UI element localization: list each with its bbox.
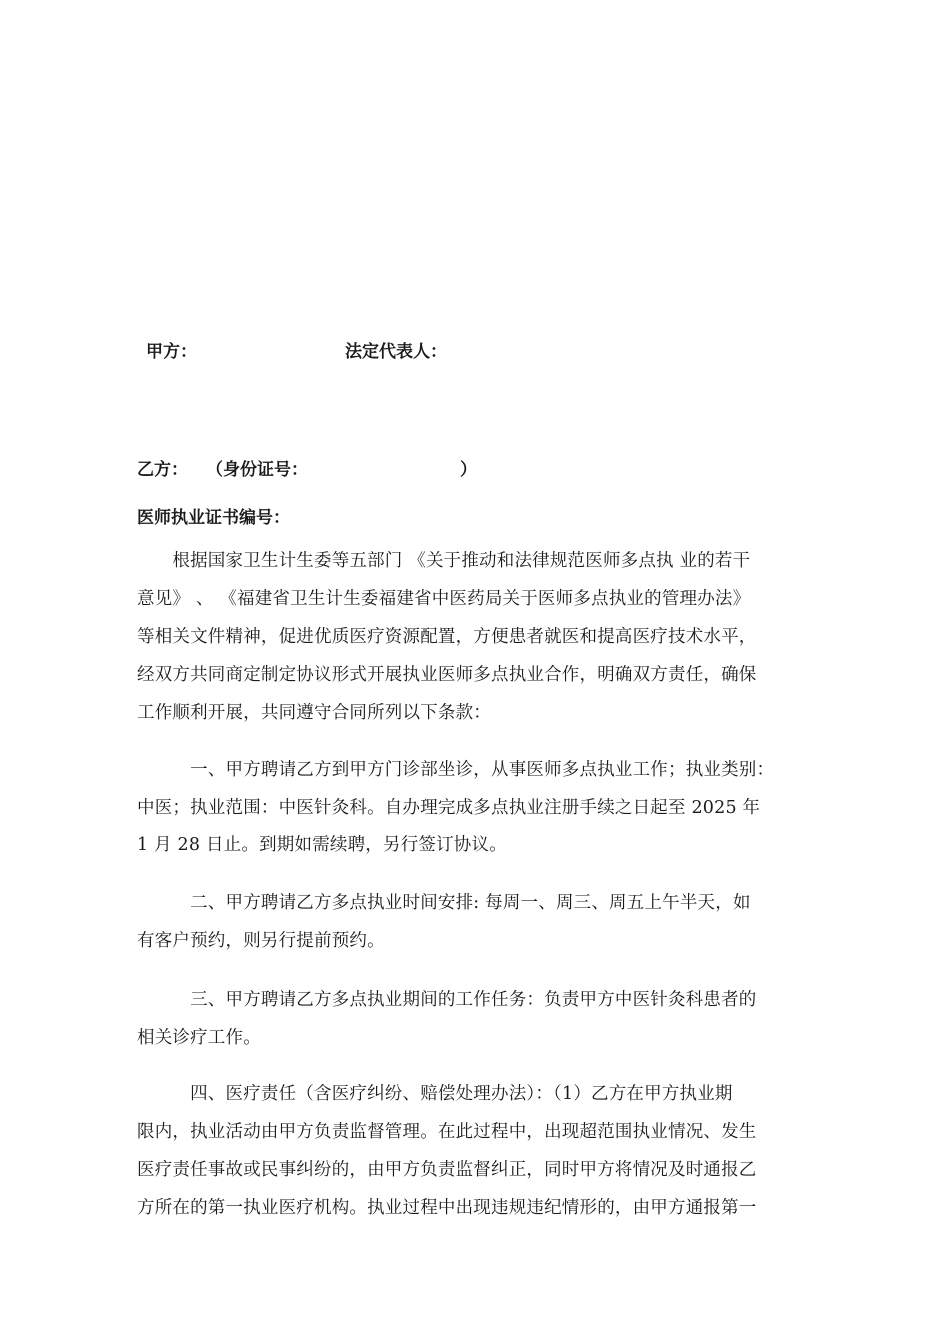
- license-number-label: 医师执业证书编号：: [137, 508, 290, 528]
- party-a-label: 甲方：: [146, 342, 197, 362]
- legal-representative-label: 法定代表人：: [345, 342, 447, 362]
- intro-line: 工作顺利开展，共同遵守合同所列以下条款：: [137, 703, 491, 723]
- intro-line: 根据国家卫生计生委等五部门 《关于推动和法律规范医师多点执 业的若干: [137, 551, 751, 571]
- intro-line: 意见》 、 《福建省卫生计生委福建省中医药局关于医师多点执业的管理办法》: [137, 589, 751, 609]
- id-number-close-paren: ）: [460, 460, 477, 480]
- clause-3-line: 相关诊疗工作。: [137, 1028, 261, 1048]
- clause-2-line: 有客户预约，则另行提前预约。: [137, 931, 385, 951]
- clause-4-line: 医疗责任事故或民事纠纷的，由甲方负责监督纠正，同时甲方将情况及时通报乙: [137, 1160, 757, 1180]
- clause-4-line: 限内，执业活动由甲方负责监督管理。在此过程中，出现超范围执业情况、发生: [137, 1122, 757, 1142]
- clause-1-line: 1 月 28 日止。到期如需续聘，另行签订协议。: [137, 835, 507, 855]
- intro-line: 等相关文件精神，促进优质医疗资源配置，方便患者就医和提高医疗技术水平，: [137, 627, 757, 647]
- clause-3-line: 三、甲方聘请乙方多点执业期间的工作任务：负责甲方中医针灸科患者的: [137, 990, 757, 1010]
- intro-line: 经双方共同商定制定协议形式开展执业医师多点执业合作，明确双方责任，确保: [137, 665, 757, 685]
- id-number-label: （身份证号：: [206, 460, 308, 480]
- party-b-label: 乙方：: [137, 460, 188, 480]
- clause-1-line: 一、甲方聘请乙方到甲方门诊部坐诊，从事医师多点执业工作；执业类别：: [137, 760, 775, 780]
- clause-1-line: 中医；执业范围：中医针灸科。自办理完成多点执业注册手续之日起至 2025 年: [137, 798, 761, 818]
- clause-2-line: 二、甲方聘请乙方多点执业时间安排: 每周一、周三、周五上午半天，如: [137, 893, 751, 913]
- clause-4-line: 方所在的第一执业医疗机构。执业过程中出现违规违纪情形的，由甲方通报第一: [137, 1198, 757, 1218]
- clause-4-line: 四、医疗责任（含医疗纠纷、赔偿处理办法）：（1）乙方在甲方执业期: [137, 1084, 733, 1104]
